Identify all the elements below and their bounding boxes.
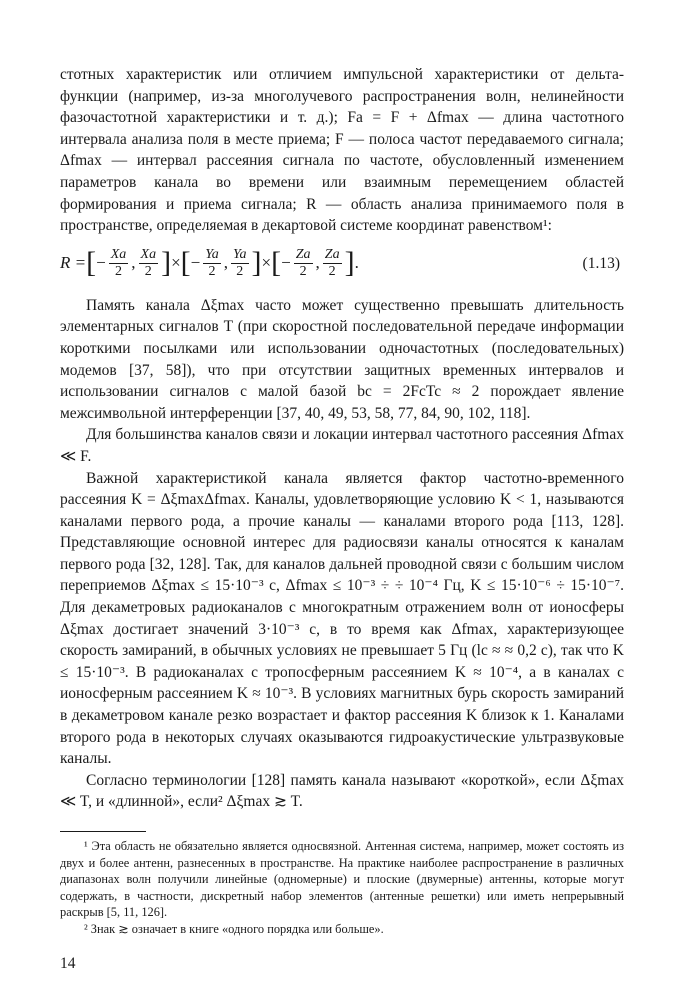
fraction (323, 247, 342, 280)
paragraph: Память канала Δξmax часто может существенно превышать длительность элементарных сигналов T (при скоростной последовательной передаче информации короткими посылками или использовании одночастотных (последовательных) модемов [37, 58]), что при отсутствии защитных временных интервалов и использовании сигналов с малой базой bc = 2FcTc ≈ 2 порождает явление межсимвольной интерференции [37, 40, 49, 53, 58, 77, 84, 90, 102, 118]. (60, 296, 624, 422)
times-sign: × (171, 253, 181, 273)
minus-sign: − (96, 253, 106, 273)
denominator: 2 (328, 263, 336, 279)
bracket: ] (251, 246, 262, 280)
fraction (203, 247, 221, 280)
denominator: 2 (299, 263, 307, 279)
formula-1-13 (60, 239, 624, 287)
paragraph: Важной характеристикой канала является фактор частотно-временного рассеяния K = ΔξmaxΔfmax. Каналы, удовлетворяющие условию K < 1, называются каналами первого рода, а прочие каналы — каналами второго рода [113, 128]. Представляющие основной интерес для радиосвязи каналы относятся к каналам первого рода [32, 128]. Так, для каналов дальней проводной связи с большим числом переприемов Δξmax ≤ 15·10⁻³ с, Δfmax ≤ 10⁻³ ÷ ÷ 10⁻⁴ Гц, K ≤ 15·10⁻⁶ ÷ 15·10⁻⁷. Для декаметровых радиоканалов с многократным отражением волн от ионосферы Δξmax достигает значений 3·10⁻³ с, в то время как Δfmax, характеризующее скорость замираний, в обычных условиях не превышает 5 Гц (lc ≈ ≈ 0,2 с), так что K ≤ 15·10⁻³. В радиоканалах с тропосферным рассеянием K ≈ 10⁻⁴, а в каналах с ионосферным рассеянием K ≈ 10⁻³. В условиях магнитных бурь скорость замираний в декаметровом канале резко возрастает и фактор рассеяния K близок к 1. Каналами второго рода в некоторых случаях оказываются гидроакустические ультразвуковые каналы. (60, 469, 624, 768)
paragraph: Согласно терминологии [128] память канала называют «короткой», если Δξmax ≪ T, и «длинной», если² Δξmax ≳ T. (60, 771, 624, 811)
bracket: [ (86, 246, 97, 280)
minus-sign: − (281, 253, 291, 273)
minus-sign: − (190, 253, 201, 273)
times-sign: × (261, 253, 272, 273)
comma: , (131, 253, 136, 273)
footnote-divider (60, 831, 146, 832)
numerator: Za (324, 246, 340, 262)
comma: , (223, 253, 229, 273)
bracket: [ (271, 246, 282, 280)
numerator: Ya (233, 246, 247, 262)
fraction (231, 247, 249, 280)
numerator: Xa (140, 246, 157, 262)
footnote: ² Знак ≳ означает в книге «одного порядка или больше». (84, 921, 384, 936)
paragraph: Для большинства каналов связи и локации интервал частотного рассеяния Δfmax ≪ F. (60, 426, 624, 465)
formula-expression (60, 247, 359, 280)
fraction (294, 247, 313, 280)
footnotes (60, 838, 624, 938)
denominator: 2 (114, 263, 122, 279)
numerator: Za (295, 246, 311, 262)
bracket: [ (180, 246, 191, 280)
bracket: ] (344, 246, 355, 280)
main-text (60, 64, 624, 813)
comma: , (315, 253, 320, 273)
denominator: 2 (236, 263, 244, 279)
numerator: Xa (110, 246, 127, 262)
numerator: Ya (205, 246, 219, 262)
fraction (139, 247, 159, 280)
fraction (109, 247, 129, 280)
period: . (354, 253, 359, 273)
formula-lhs: R = (60, 253, 87, 273)
equation-number: (1.13) (582, 254, 620, 272)
denominator: 2 (144, 263, 152, 279)
page-number: 14 (60, 955, 76, 972)
bracket: ] (161, 246, 172, 280)
paragraph: стотных характеристик или отличием импульсной характеристики от дельта-функции (например, из-за многолучевого распространения волн, нелинейности фазочастотной характеристики и т. д.); Fа = F + Δfmax — длина частотного интервала анализа поля в месте приема; F — полоса частот передаваемого сигнала; Δfmax — интервал рассеяния сигнала по частоте, обусловленный изменением параметров канала во времени или взаимным перемещением областей формирования и приема сигнала; R — область анализа принимаемого поля в пространстве, определяемая в декартовой системе координат равенством¹: (60, 66, 624, 235)
denominator: 2 (208, 263, 216, 279)
footnote: ¹ Эта область не обязательно является односвязной. Антенная система, например, может состоять из двух и более антенн, разнесенных в пространстве. На практике наиболее распространение в различных диапазонах волн получили линейные (одномерные) и плоские (двумерные) антенны, которые могут содержать, в частности, дискретный набор элементов (антенные решетки) или иметь непрерывный раскрыв [5, 11, 126]. (60, 839, 624, 920)
